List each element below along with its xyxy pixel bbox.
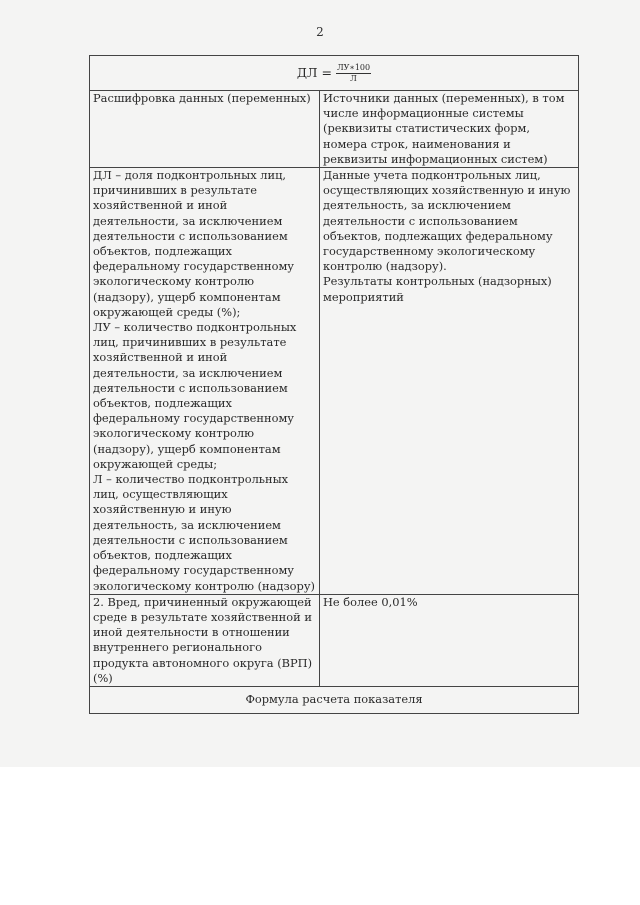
definition-l: Л – количество подконтрольных лиц, осуществляющих хозяйственную и иную деятельность, за исключением деятельности с использованием объектов, подлежащих федеральному государственному экологическому контролю (надзору) (93, 472, 315, 593)
header-left-cell: Расшифровка данных (переменных) (90, 91, 320, 168)
formula-caption-cell: Формула расчета показателя (90, 686, 579, 713)
formula-lhs: ДЛ = (296, 65, 332, 81)
header-row (90, 91, 579, 168)
source-accounting-data: Данные учета подконтрольных лиц, осуществляющих хозяйственную и иную деятельность, за исключением деятельности с использованием объектов, подлежащих федеральному государственному экологическому контролю (надзору). (323, 168, 571, 274)
definitions-left-cell (90, 168, 320, 595)
indicator-name-cell: 2. Вред, причиненный окружающей среде в результате хозяйственной и иной деятельности в отношении внутреннего регионального продукта автономного округа (ВРП) (%) (90, 594, 320, 686)
page-number: 2 (316, 25, 324, 39)
formula-row (90, 56, 579, 91)
header-right-cell: Источники данных (переменных), в том числе информационные системы (реквизиты статистических форм, номера строк, наименования и реквизиты информационных систем) (320, 91, 579, 168)
definitions-row (90, 168, 579, 595)
formula-fraction (336, 63, 371, 84)
indicator-row (90, 594, 579, 686)
source-inspection-results: Результаты контрольных (надзорных) мероприятий (323, 274, 552, 304)
indicator-table (89, 55, 579, 714)
formula-cell (90, 56, 579, 91)
formula-denominator: Л (350, 73, 357, 83)
definition-lu: ЛУ – количество подконтрольных лиц, причинивших в результате хозяйственной и иной деятельности, за исключением деятельности с использованием объектов, подлежащих федеральному государственному экологическому контролю (надзору), ущерб компонентам окружающей среды; (93, 320, 297, 471)
formula (297, 63, 371, 84)
footer-row (90, 686, 579, 713)
definitions-right-cell (320, 168, 579, 595)
definition-dl: ДЛ – доля подконтрольных лиц, причинивших в результате хозяйственной и иной деятельности, за исключением деятельности с использованием объектов, подлежащих федеральному государственному экологическому контролю (надзору), ущерб компонентам окружающей среды (%); (93, 168, 295, 319)
indicator-value-cell: Не более 0,01% (320, 594, 579, 686)
formula-numerator: ЛУ∗100 (336, 62, 371, 72)
